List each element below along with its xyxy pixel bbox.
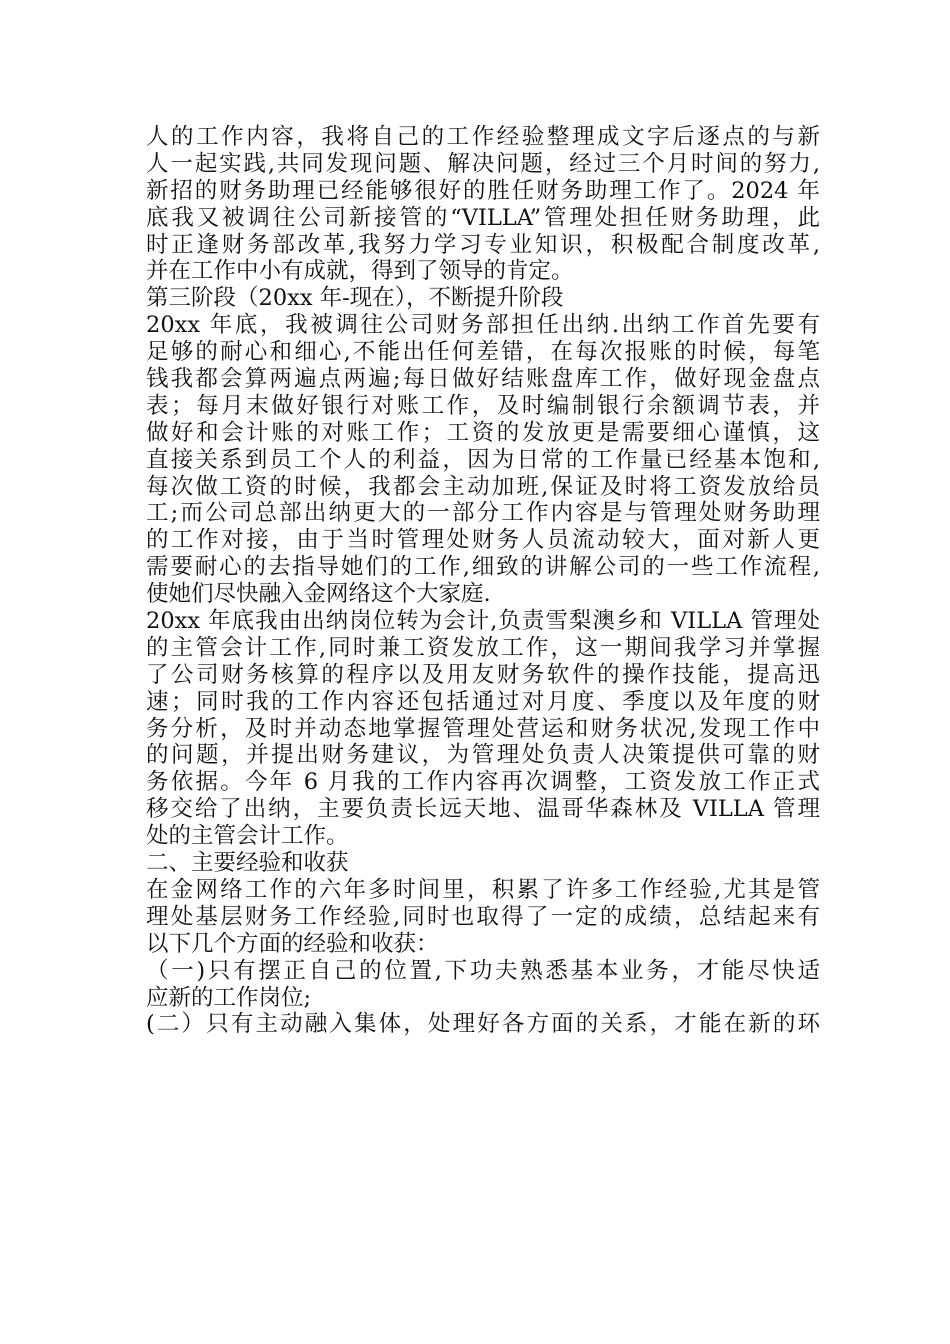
text-line: 钱我都会算两遍点两遍;每日做好结账盘库工作，做好现金盘点 xyxy=(146,366,820,393)
text-line: 使她们尽快融入金网络这个大家庭. xyxy=(146,581,491,608)
text-line: 速；同时我的工作内容还包括通过对月度、季度以及年度的财 xyxy=(146,688,820,715)
text-line: 的问题，并提出财务建议，为管理处负责人决策提供可靠的财 xyxy=(146,742,820,769)
text-line: 底我又被调往公司新接管的“VILLA”管理处担任财务助理，此 xyxy=(146,204,820,231)
text-line: 新招的财务助理已经能够很好的胜任财务助理工作了。2024 年 xyxy=(146,177,820,204)
text-line: 20xx 年底我由出纳岗位转为会计,负责雪梨澳乡和 VILLA 管理处 xyxy=(146,608,820,635)
text-line: 应新的工作岗位; xyxy=(146,984,312,1011)
text-line: 处的主管会计工作。 xyxy=(146,823,349,850)
text-line: 二、主要经验和收获 xyxy=(146,850,349,877)
text-line: 的工作对接，由于当时管理处财务人员流动较大，面对新人更 xyxy=(146,527,820,554)
text-line: 了公司财务核算的程序以及用友财务软件的操作技能，提高迅 xyxy=(146,661,820,688)
text-line: 以下几个方面的经验和收获： xyxy=(146,930,439,957)
text-line: 需要耐心的去指导她们的工作,细致的讲解公司的一些工作流程, xyxy=(146,554,820,581)
text-line: 在金网络工作的六年多时间里，积累了许多工作经验,尤其是管 xyxy=(146,876,820,903)
text-line: 人一起实践,共同发现问题、解决问题，经过三个月时间的努力, xyxy=(146,150,820,177)
text-line: 表；每月末做好银行对账工作，及时编制银行余额调节表，并 xyxy=(146,392,820,419)
text-line: 并在工作中小有成就，得到了领导的肯定。 xyxy=(146,258,574,285)
document-body xyxy=(146,124,820,1038)
text-line: 第三阶段（20xx 年-现在），不断提升阶段 xyxy=(146,285,564,312)
text-line: 理处基层财务工作经验,同时也取得了一定的成绩，总结起来有 xyxy=(146,903,820,930)
text-line: 务分析，及时并动态地掌握管理处营运和财务状况,发现工作中 xyxy=(146,715,820,742)
text-line: 移交给了出纳，主要负责长远天地、温哥华森林及 VILLA 管理 xyxy=(146,796,820,823)
text-line: 务依据。今年 6 月我的工作内容再次调整，工资发放工作正式 xyxy=(146,769,820,796)
text-line: 人的工作内容，我将自己的工作经验整理成文字后逐点的与新 xyxy=(146,124,820,150)
text-line: （一)只有摆正自己的位置,下功夫熟悉基本业务，才能尽快适 xyxy=(146,957,820,984)
text-line: 足够的耐心和细心,不能出任何差错，在每次报账的时候，每笔 xyxy=(146,339,820,366)
text-line: 的主管会计工作,同时兼工资发放工作，这一期间我学习并掌握 xyxy=(146,634,820,661)
text-line: 直接关系到员工个人的利益，因为日常的工作量已经基本饱和, xyxy=(146,446,820,473)
text-line: 20xx 年底，我被调往公司财务部担任出纳.出纳工作首先要有 xyxy=(146,312,820,339)
text-line: 做好和会计账的对账工作；工资的发放更是需要细心谨慎，这 xyxy=(146,419,820,446)
text-line: (二）只有主动融入集体，处理好各方面的关系，才能在新的环 xyxy=(146,1011,820,1038)
text-line: 工;而公司总部出纳更大的一部分工作内容是与管理处财务助理 xyxy=(146,500,820,527)
text-line: 每次做工资的时候，我都会主动加班,保证及时将工资发放给员 xyxy=(146,473,820,500)
text-line: 时正逢财务部改革,我努力学习专业知识，积极配合制度改革, xyxy=(146,231,820,258)
